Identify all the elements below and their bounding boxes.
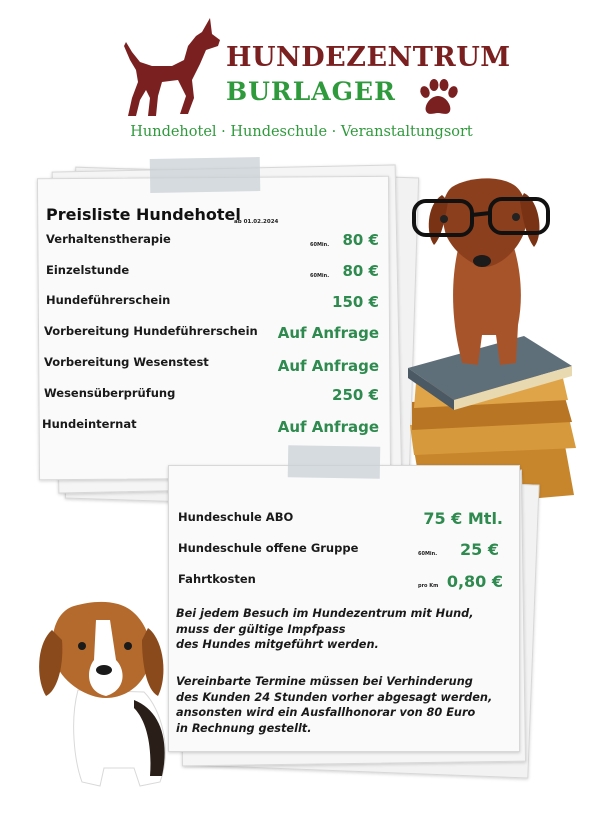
price-value: 75 € Mtl. xyxy=(423,509,503,528)
price-value: Auf Anfrage xyxy=(277,324,379,342)
price-label: Fahrtkosten xyxy=(178,572,256,586)
price-label: Wesensüberprüfung xyxy=(44,386,176,400)
dachshund-image xyxy=(412,175,562,375)
tape-strip xyxy=(288,445,381,479)
cancellation-note xyxy=(176,674,496,736)
price-label: Einzelstunde xyxy=(46,263,130,277)
brand-name-line1: HUNDEZENTRUM xyxy=(226,42,511,73)
price-label: Vorbereitung Hundeführerschein xyxy=(44,324,258,338)
note-line: muss der gültige Impfpass xyxy=(176,622,346,636)
hotel-list-title: Preisliste Hundehotel xyxy=(46,205,241,224)
note-line: Bei jedem Besuch im Hundezentrum mit Hund, xyxy=(176,607,474,620)
paw-icon xyxy=(416,78,460,118)
price-label: Hundeführerschein xyxy=(46,293,171,307)
beagle-image xyxy=(30,600,210,800)
price-value: 80 € xyxy=(342,231,379,249)
price-label: Hundeinternat xyxy=(42,417,137,431)
price-value: Auf Anfrage xyxy=(277,418,379,436)
tagline: Hundehotel · Hundeschule · Veranstaltungsort xyxy=(130,124,473,140)
price-value: 0,80 € xyxy=(446,572,503,591)
price-unit: pro Km xyxy=(418,583,439,589)
price-label: Vorbereitung Wesenstest xyxy=(44,355,209,369)
dog-logo-icon xyxy=(122,16,222,122)
note-line: in Rechnung gestellt. xyxy=(176,721,312,735)
price-unit: 60Min. xyxy=(310,242,330,248)
price-label: Verhaltenstherapie xyxy=(46,232,171,246)
price-unit: 60Min. xyxy=(310,273,330,279)
note-line: ansonsten wird ein Ausfallhonorar von 80 Euro xyxy=(176,706,476,720)
note-line: des Hundes mitgeführt werden. xyxy=(176,638,379,652)
price-value: 250 € xyxy=(332,386,379,404)
price-value: Auf Anfrage xyxy=(277,357,379,375)
vaccination-note xyxy=(176,606,496,653)
valid-from-date: ab 01.02.2024 xyxy=(234,219,279,225)
price-unit: 60Min. xyxy=(418,551,438,557)
price-value: 150 € xyxy=(332,293,379,311)
brand-name-line2: BURLAGER xyxy=(226,77,396,106)
price-label: Hundeschule offene Gruppe xyxy=(178,541,359,555)
tape-strip xyxy=(150,157,261,193)
price-label: Hundeschule ABO xyxy=(178,510,294,524)
note-line: Vereinbarte Termine müssen bei Verhinderung xyxy=(176,675,473,688)
price-value: 25 € xyxy=(460,540,499,559)
price-value: 80 € xyxy=(342,262,379,280)
note-line: des Kunden 24 Stunden vorher abgesagt werden, xyxy=(176,690,493,704)
